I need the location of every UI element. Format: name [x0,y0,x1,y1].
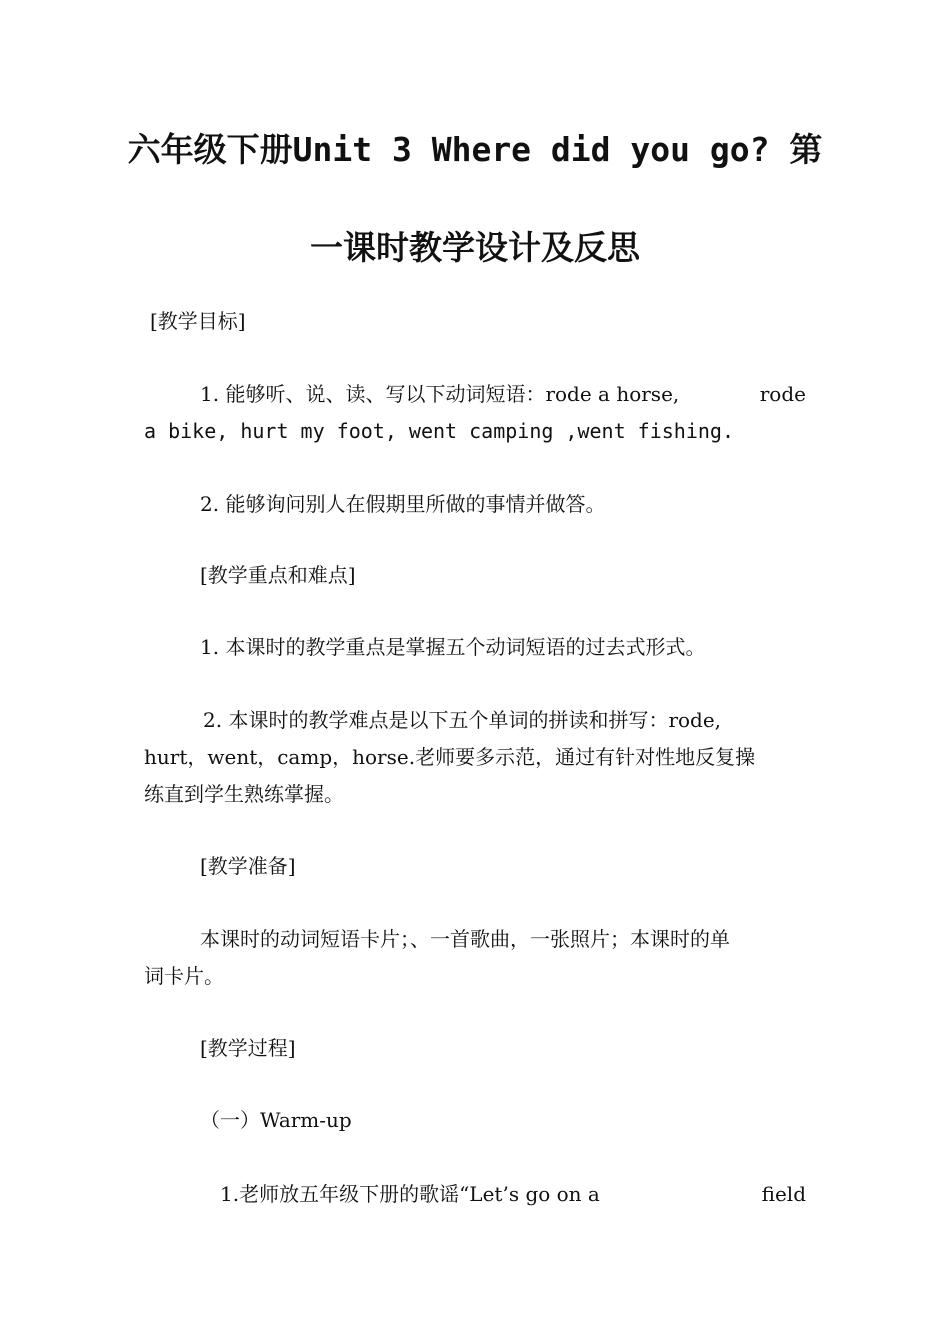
preparation-line-1: 本课时的动词短语卡片；、一首歌曲，一张照片；本课时的单 [200,927,730,951]
key-difficulty-heading: [教学重点和难点] [200,563,356,587]
preparation-heading: [教学准备] [200,854,296,878]
objective-1-line-1-end: rode [759,382,806,406]
objectives-heading: [教学目标] [150,309,246,333]
step-1-line [220,1176,806,1213]
document-title-line-1: 六年级下册Unit 3 Where did you go? 第 [127,130,823,169]
process-heading: [教学过程] [200,1036,296,1060]
preparation-line-2: 词卡片。 [144,964,224,988]
objective-1-line-1-text: 1. 能够听、说、读、写以下动词短语：rode a horse, [200,382,680,406]
step-1-text: 1.老师放五年级下册的歌谣“Let’s go on a [220,1182,600,1206]
key-point-1: 1. 本课时的教学重点是掌握五个动词短语的过去式形式。 [200,635,706,659]
key-point-2-line-1: 2. 本课时的教学难点是以下五个单词的拼读和拼写：rode, [203,708,722,732]
key-point-2-line-3: 练直到学生熟练掌握。 [144,782,344,806]
objective-2: 2. 能够询问别人在假期里所做的事情并做答。 [200,492,606,516]
key-point-2-line-2: hurt，went，camp，horse.老师要多示范，通过有针对性地反复操 [144,745,756,769]
document-title-line-2: 一课时教学设计及反思 [310,228,640,267]
objective-1-line-1 [200,376,806,413]
objective-1-line-2: a bike, hurt my foot, went camping ,went fishing. [144,419,735,443]
step-1-end: field [761,1182,806,1206]
warm-up-heading: （一）Warm-up [200,1108,352,1132]
